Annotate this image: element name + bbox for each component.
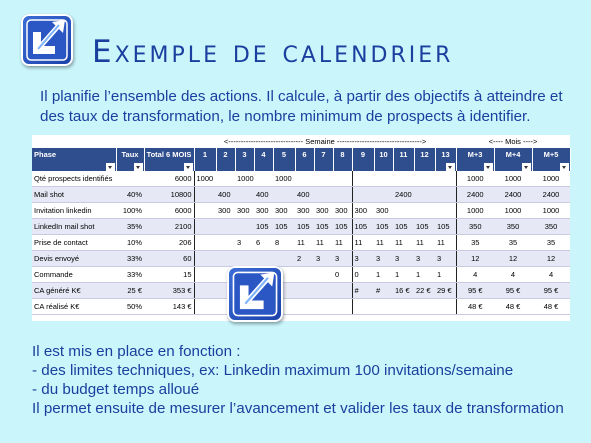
table-cell: 3 — [333, 251, 352, 267]
filter-cell — [235, 161, 254, 171]
table-cell: 35 — [532, 235, 570, 251]
column-header: 3 — [235, 148, 254, 161]
table-cell — [194, 267, 216, 283]
phase-cell: CA réalisé K€ — [32, 299, 116, 315]
outro-line: - des limites techniques, ex: Linkedin maximum 100 invitations/semaine — [32, 362, 514, 379]
table-cell: 6000 — [144, 203, 194, 219]
table-cell — [352, 171, 374, 187]
column-header: 12 — [414, 148, 435, 161]
intro-line: des taux de transformation, le nombre minimum de prospects à identifier. — [40, 108, 531, 125]
table-cell — [216, 251, 235, 267]
table-row — [32, 203, 570, 219]
arrow-logo-icon — [227, 266, 283, 322]
table-cell: 143 € — [144, 299, 194, 315]
filter-cell — [414, 161, 435, 171]
table-cell: 3 — [352, 251, 374, 267]
table-cell: 350 — [456, 219, 494, 235]
filter-cell — [374, 161, 393, 171]
filter-dropdown-icon[interactable] — [446, 163, 455, 171]
table-cell — [414, 203, 435, 219]
filter-cell — [494, 161, 532, 171]
table-cell: 1 — [374, 267, 393, 283]
outro-line: Il permet ensuite de mesurer l’avancement et valider les taux de transformation — [32, 400, 564, 417]
table-cell — [393, 171, 414, 187]
table-cell: 206 — [144, 235, 194, 251]
table-cell — [194, 219, 216, 235]
table-cell: 6000 — [144, 171, 194, 187]
semaine-group-label: <------------------------------ Semaine ----------------------------------> — [223, 137, 427, 146]
table-cell — [374, 187, 393, 203]
table-cell: 300 — [333, 203, 352, 219]
filter-cell — [532, 161, 570, 171]
table-cell — [216, 235, 235, 251]
table-row — [32, 171, 570, 187]
table-cell: 100% — [116, 203, 144, 219]
table-cell: 105 — [393, 219, 414, 235]
outro-line: Il est mis en place en fonction : — [32, 343, 241, 360]
table-cell: 10% — [116, 235, 144, 251]
column-header: 11 — [393, 148, 414, 161]
table-cell: 2 — [295, 251, 314, 267]
table-cell: 1000 — [194, 171, 216, 187]
table-cell: 3 — [314, 251, 333, 267]
table-cell — [295, 171, 314, 187]
table-cell — [116, 171, 144, 187]
table-cell: 105 — [295, 219, 314, 235]
phase-cell: Qté prospects identifiés — [32, 171, 116, 187]
table-cell: 11 — [393, 235, 414, 251]
table-cell: 35 — [494, 235, 532, 251]
column-header: Phase — [32, 148, 116, 161]
filter-dropdown-icon[interactable] — [560, 163, 569, 171]
table-cell: 400 — [295, 187, 314, 203]
table-row — [32, 235, 570, 251]
column-header: 7 — [314, 148, 333, 161]
table-cell: 2400 — [393, 187, 414, 203]
table-cell — [194, 187, 216, 203]
table-cell — [295, 283, 314, 299]
table-cell: 40% — [116, 187, 144, 203]
table-cell — [414, 171, 435, 187]
table-cell — [333, 171, 352, 187]
phase-cell: Devis envoyé — [32, 251, 116, 267]
table-cell: 1000 — [494, 203, 532, 219]
table-cell: 48 € — [456, 299, 494, 315]
table-cell: 105 — [314, 219, 333, 235]
table-cell — [314, 171, 333, 187]
table-cell — [273, 187, 295, 203]
table-cell: 350 — [532, 219, 570, 235]
table-cell: 95 € — [494, 283, 532, 299]
filter-cell — [352, 161, 374, 171]
phase-cell: Prise de contact — [32, 235, 116, 251]
filter-cell — [456, 161, 494, 171]
table-cell — [194, 235, 216, 251]
table-cell: 300 — [273, 203, 295, 219]
group-header-row — [32, 135, 570, 148]
phase-cell: CA généré K€ — [32, 283, 116, 299]
table-cell — [352, 187, 374, 203]
table-cell: 11 — [374, 235, 393, 251]
column-header: 8 — [333, 148, 352, 161]
table-cell: 11 — [314, 235, 333, 251]
table-cell — [235, 187, 254, 203]
table-cell — [273, 251, 295, 267]
filter-cell — [116, 161, 144, 171]
column-header: 5 — [273, 148, 295, 161]
filter-cell — [295, 161, 314, 171]
mois-group-label: <---- Mois ----> — [488, 137, 538, 146]
table-cell: 33% — [116, 251, 144, 267]
table-cell: 35 — [456, 235, 494, 251]
table-cell — [194, 251, 216, 267]
table-cell: 353 € — [144, 283, 194, 299]
table-cell: 1000 — [494, 171, 532, 187]
table-cell: 3 — [435, 251, 456, 267]
table-cell: 48 € — [494, 299, 532, 315]
column-header: 2 — [216, 148, 235, 161]
table-cell: 1000 — [235, 171, 254, 187]
table-cell: 400 — [216, 187, 235, 203]
phase-cell: Commande — [32, 267, 116, 283]
filter-cell — [216, 161, 235, 171]
table-cell: 105 — [254, 219, 273, 235]
filter-cell — [314, 161, 333, 171]
filter-dropdown-icon[interactable] — [184, 163, 193, 171]
phase-cell: LinkedIn mail shot — [32, 219, 116, 235]
table-cell: 11 — [333, 235, 352, 251]
intro-text — [40, 87, 580, 127]
table-cell — [235, 219, 254, 235]
table-row — [32, 187, 570, 203]
table-cell — [194, 283, 216, 299]
table-cell: # — [352, 283, 374, 299]
table-cell — [235, 251, 254, 267]
table-cell: 1 — [435, 267, 456, 283]
column-header: 6 — [295, 148, 314, 161]
filter-dropdown-icon[interactable] — [522, 163, 531, 171]
table-cell: 95 € — [532, 283, 570, 299]
filter-cell — [194, 161, 216, 171]
table-row — [32, 251, 570, 267]
table-cell: 60 — [144, 251, 194, 267]
table-cell: 0 — [352, 267, 374, 283]
table-cell — [374, 171, 393, 187]
table-cell: 300 — [314, 203, 333, 219]
table-cell — [254, 251, 273, 267]
table-cell: 0 — [333, 267, 352, 283]
table-cell — [393, 299, 414, 315]
table-cell: 3 — [393, 251, 414, 267]
table-cell: 11 — [352, 235, 374, 251]
table-cell: 300 — [216, 203, 235, 219]
table-cell — [216, 171, 235, 187]
filter-dropdown-icon[interactable] — [484, 163, 493, 171]
table-cell — [435, 171, 456, 187]
table-cell: 350 — [494, 219, 532, 235]
table-cell — [435, 187, 456, 203]
column-header: M+4 — [494, 148, 532, 161]
table-cell — [194, 203, 216, 219]
outro-text — [32, 342, 582, 418]
table-cell — [333, 283, 352, 299]
table-cell: 95 € — [456, 283, 494, 299]
filter-row — [32, 161, 570, 171]
table-cell: 1000 — [273, 171, 295, 187]
column-header: M+5 — [532, 148, 570, 161]
table-cell: 12 — [456, 251, 494, 267]
table-cell — [314, 267, 333, 283]
table-cell: 2100 — [144, 219, 194, 235]
table-cell: 35% — [116, 219, 144, 235]
table-cell: # — [374, 283, 393, 299]
calendar-table — [32, 135, 570, 321]
table-cell: 50% — [116, 299, 144, 315]
table-cell — [333, 187, 352, 203]
table-cell: 11 — [295, 235, 314, 251]
filter-dropdown-icon[interactable] — [106, 163, 115, 171]
table-cell — [435, 299, 456, 315]
table-cell — [414, 299, 435, 315]
table-cell: 12 — [532, 251, 570, 267]
table-cell — [295, 267, 314, 283]
table-cell: 33% — [116, 267, 144, 283]
filter-cell — [273, 161, 295, 171]
table-cell: 3 — [414, 251, 435, 267]
table-cell: 22 € — [414, 283, 435, 299]
table-cell — [414, 187, 435, 203]
table-row — [32, 267, 570, 283]
table-cell: 29 € — [435, 283, 456, 299]
table-cell: 4 — [494, 267, 532, 283]
table-cell: 300 — [352, 203, 374, 219]
table-cell: 1000 — [456, 171, 494, 187]
table-cell: 2400 — [494, 187, 532, 203]
table-cell: 3 — [235, 235, 254, 251]
table-cell: 16 € — [393, 283, 414, 299]
table-cell — [352, 299, 374, 315]
table-row — [32, 283, 570, 299]
phase-cell: Mail shot — [32, 187, 116, 203]
table-cell: 105 — [374, 219, 393, 235]
column-header: M+3 — [456, 148, 494, 161]
table-cell: 300 — [374, 203, 393, 219]
table-header-row — [32, 148, 570, 161]
table-cell — [295, 299, 314, 315]
table-cell: 12 — [494, 251, 532, 267]
table-cell: 2400 — [532, 187, 570, 203]
column-header: 1 — [194, 148, 216, 161]
column-header: Taux — [116, 148, 144, 161]
table-cell: 105 — [352, 219, 374, 235]
table-cell — [435, 203, 456, 219]
table-cell: 48 € — [532, 299, 570, 315]
table-cell: 105 — [333, 219, 352, 235]
outro-line: - du budget temps alloué — [32, 381, 200, 398]
table-cell: 1000 — [532, 203, 570, 219]
table-cell — [194, 299, 216, 315]
table-cell: 105 — [414, 219, 435, 235]
table-cell — [254, 171, 273, 187]
filter-cell — [435, 161, 456, 171]
table-cell: 10800 — [144, 187, 194, 203]
table-cell: 15 — [144, 267, 194, 283]
table-cell: 105 — [435, 219, 456, 235]
table-row — [32, 219, 570, 235]
phase-cell: Invitation linkedin — [32, 203, 116, 219]
table-cell: 400 — [254, 187, 273, 203]
table-cell: 8 — [273, 235, 295, 251]
table-cell: 300 — [295, 203, 314, 219]
table-cell: 4 — [532, 267, 570, 283]
table-cell — [333, 299, 352, 315]
column-header: Total 6 MOIS — [144, 148, 194, 161]
table-cell: 1 — [414, 267, 435, 283]
column-header: 10 — [374, 148, 393, 161]
table-cell: 4 — [456, 267, 494, 283]
arrow-logo-icon — [21, 14, 73, 66]
table-cell: 11 — [435, 235, 456, 251]
table-cell: 300 — [254, 203, 273, 219]
filter-dropdown-icon[interactable] — [134, 163, 143, 171]
table-cell: 1 — [393, 267, 414, 283]
table-cell: 1000 — [532, 171, 570, 187]
table-cell — [314, 187, 333, 203]
filter-cell — [144, 161, 194, 171]
table-cell: 2400 — [456, 187, 494, 203]
table-cell: 105 — [273, 219, 295, 235]
table-cell — [216, 219, 235, 235]
table-cell: 11 — [414, 235, 435, 251]
table-cell: 3 — [374, 251, 393, 267]
table-cell — [374, 299, 393, 315]
table-cell: 1000 — [456, 203, 494, 219]
filter-cell — [333, 161, 352, 171]
filter-cell — [254, 161, 273, 171]
filter-cell — [393, 161, 414, 171]
table-cell: 300 — [235, 203, 254, 219]
table-cell: 25 € — [116, 283, 144, 299]
page-title: Exemple de calendrier — [92, 34, 454, 70]
table-cell — [314, 299, 333, 315]
table-cell — [314, 283, 333, 299]
column-header: 9 — [352, 148, 374, 161]
table-cell — [393, 203, 414, 219]
column-header: 4 — [254, 148, 273, 161]
filter-cell — [32, 161, 116, 171]
table-row — [32, 299, 570, 315]
intro-line: Il planifie l’ensemble des actions. Il calcule, à partir des objectifs à atteindre et — [40, 88, 563, 105]
table-cell: 6 — [254, 235, 273, 251]
column-header: 13 — [435, 148, 456, 161]
